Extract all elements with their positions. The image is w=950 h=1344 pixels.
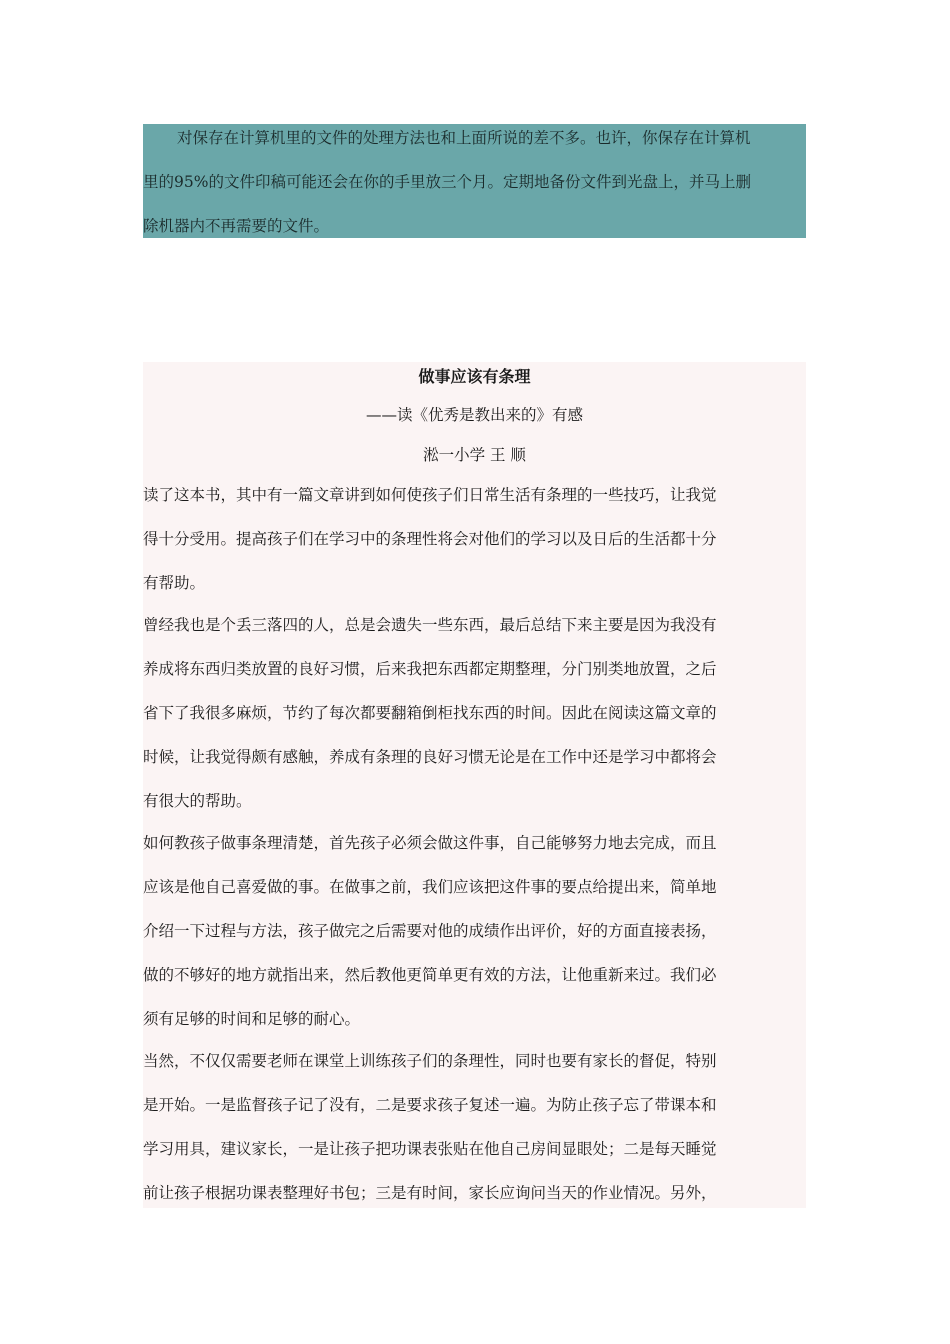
body-line: 做的不够好的地方就指出来，然后教他更简单更有效的方法，让他重新来过。我们必 bbox=[143, 966, 717, 984]
article-subtitle: ——读《优秀是教出来的》有感 bbox=[365, 406, 583, 424]
body-line: 时候，让我觉得颇有感触，养成有条理的良好习惯无论是在工作中还是学习中都将会 bbox=[143, 748, 717, 766]
body-line: 前让孩子根据功课表整理好书包；三是有时间，家长应询问当天的作业情况。另外， bbox=[143, 1184, 717, 1202]
body-line: 省下了我很多麻烦，节约了每次都要翻箱倒柜找东西的时间。因此在阅读这篇文章的 bbox=[143, 704, 717, 722]
body-line: 有帮助。 bbox=[143, 574, 206, 592]
intro-line: 除机器内不再需要的文件。 bbox=[143, 217, 330, 235]
body-line: 学习用具，建议家长，一是让孩子把功课表张贴在他自己房间显眼处；二是每天睡觉 bbox=[143, 1140, 717, 1158]
article-section bbox=[143, 362, 806, 1208]
body-line: 曾经我也是个丢三落四的人，总是会遗失一些东西，最后总结下来主要是因为我没有 bbox=[143, 616, 717, 634]
body-line: 有很大的帮助。 bbox=[143, 792, 252, 810]
body-line: 介绍一下过程与方法，孩子做完之后需要对他的成绩作出评价，好的方面直接表扬， bbox=[143, 922, 717, 940]
highlighted-intro-paragraph bbox=[143, 124, 806, 238]
body-line: 应该是他自己喜爱做的事。在做事之前，我们应该把这件事的要点给提出来，简单地 bbox=[143, 878, 717, 896]
body-line: 得十分受用。提高孩子们在学习中的条理性将会对他们的学习以及日后的生活都十分 bbox=[143, 530, 717, 548]
body-line: 是开始。一是监督孩子记了没有，二是要求孩子复述一遍。为防止孩子忘了带课本和 bbox=[143, 1096, 717, 1114]
body-line: 如何教孩子做事条理清楚，首先孩子必须会做这件事，自己能够努力地去完成，而且 bbox=[143, 834, 717, 852]
body-line: 养成将东西归类放置的良好习惯，后来我把东西都定期整理，分门别类地放置，之后 bbox=[143, 660, 717, 678]
body-line: 须有足够的时间和足够的耐心。 bbox=[143, 1010, 361, 1028]
article-author: 淞一小学 王 顺 bbox=[423, 446, 526, 464]
intro-line: 对保存在计算机里的文件的处理方法也和上面所说的差不多。也许，你保存在计算机 bbox=[177, 129, 751, 147]
article-title: 做事应该有条理 bbox=[418, 367, 531, 386]
intro-line: 里的95%的文件印稿可能还会在你的手里放三个月。定期地备份文件到光盘上，并马上删 bbox=[143, 173, 751, 191]
body-line: 当然，不仅仅需要老师在课堂上训练孩子们的条理性，同时也要有家长的督促，特别 bbox=[143, 1052, 717, 1070]
body-line: 读了这本书，其中有一篇文章讲到如何使孩子们日常生活有条理的一些技巧，让我觉 bbox=[143, 486, 717, 504]
